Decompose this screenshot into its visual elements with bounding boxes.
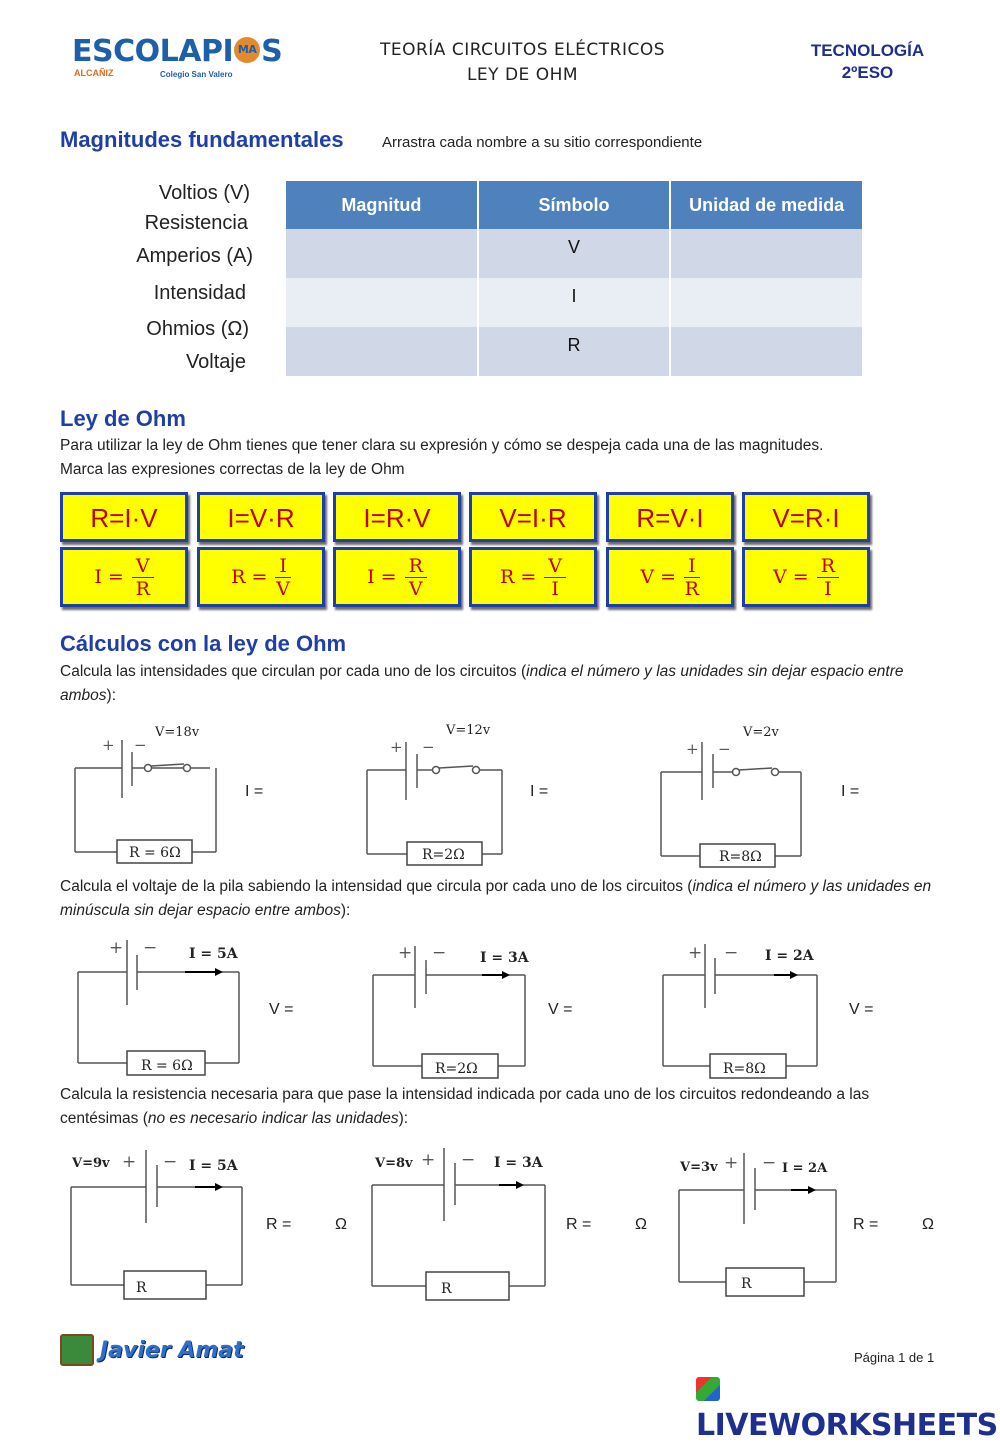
answer-unit: Ω xyxy=(335,1216,347,1233)
drop-cell-magnitud[interactable] xyxy=(286,327,478,376)
answer-label: V = xyxy=(269,1001,294,1018)
circuit-diagram xyxy=(370,938,545,1078)
drop-cell-magnitud[interactable] xyxy=(286,278,478,327)
resistor-label: R=2Ω xyxy=(435,1061,478,1077)
answer-label: R = xyxy=(566,1216,592,1233)
svg-text:−: − xyxy=(163,1152,178,1172)
resistor-label: R = 6Ω xyxy=(129,845,181,861)
current-label: I = 3A xyxy=(480,950,529,966)
circuit-diagram xyxy=(369,1143,549,1303)
svg-text:+: + xyxy=(398,943,413,963)
voltage-label: V=2v xyxy=(743,725,779,740)
drop-cell-magnitud[interactable] xyxy=(286,229,478,278)
author-logo-icon xyxy=(60,1334,94,1366)
table-header: Unidad de medida xyxy=(670,181,863,229)
paragraph: Calcula el voltaje de la pila sabiendo la intensidad que circula por cada uno de los circuitos (indica el número y las unidades en minúscula sin dejar espacio entre ambos): xyxy=(60,878,932,919)
circuit-diagram xyxy=(75,935,250,1075)
ohm-fraction-box[interactable]: R = $\frac{I}{V}$ xyxy=(197,547,325,607)
ohm-fraction-box[interactable]: V = $\frac{R}{I}$ xyxy=(742,547,870,607)
answer-label: V = xyxy=(849,1001,874,1018)
answer-label: R = xyxy=(853,1216,879,1233)
ohm-fraction-box[interactable]: R = $\frac{V}{I}$ xyxy=(469,547,597,607)
svg-text:−: − xyxy=(724,943,739,963)
resistor-label: R xyxy=(441,1281,452,1297)
logo-emblem-icon: ΜΑ xyxy=(234,37,260,63)
svg-text:−: − xyxy=(432,943,447,963)
svg-text:+: + xyxy=(122,1152,137,1172)
current-label: I = 2A xyxy=(782,1161,828,1176)
current-label: I = 2A xyxy=(765,948,814,964)
svg-text:−: − xyxy=(718,740,731,758)
drop-cell-unidad[interactable] xyxy=(670,229,863,278)
section-title-magnitudes: Magnitudes fundamentales xyxy=(60,127,344,152)
ohm-fraction-box[interactable]: I = $\frac{V}{R}$ xyxy=(60,547,188,607)
liveworksheets-logo-icon xyxy=(696,1377,720,1401)
resistor-label: R xyxy=(741,1276,752,1292)
svg-text:+: + xyxy=(724,1153,739,1173)
paragraph: Marca las expresiones correctas de la ley de Ohm xyxy=(60,461,405,478)
ohm-option-box[interactable]: I=R·V xyxy=(333,492,461,542)
svg-text:−: − xyxy=(762,1153,777,1173)
svg-text:+: + xyxy=(109,938,124,958)
liveworksheets-brand: LIVEWORKSHEETS xyxy=(696,1373,1000,1443)
voltage-label: V=12v xyxy=(446,723,491,738)
drop-cell-unidad[interactable] xyxy=(670,278,863,327)
section-instruction: Arrastra cada nombre a su sitio correspondiente xyxy=(382,134,703,151)
table-header: Magnitud xyxy=(286,181,478,229)
ohm-fraction-box[interactable]: I = $\frac{R}{V}$ xyxy=(333,547,461,607)
author-name: Javier Amat xyxy=(100,1338,244,1363)
page-number: Página 1 de 1 xyxy=(854,1350,935,1365)
ohm-option-box[interactable]: R=I·V xyxy=(60,492,188,542)
draggable-word[interactable]: Resistencia xyxy=(144,212,248,234)
circuit-diagram xyxy=(676,1148,856,1308)
resistor-label: R=8Ω xyxy=(719,849,762,865)
ohm-option-box[interactable]: R=V·I xyxy=(606,492,734,542)
answer-label: I = xyxy=(245,783,264,800)
svg-text:+: + xyxy=(421,1150,436,1170)
circuit-diagram xyxy=(362,718,522,868)
symbol-cell: V xyxy=(478,229,671,278)
current-label: I = 5A xyxy=(189,1158,238,1174)
symbol-cell: R xyxy=(478,327,671,376)
current-label: I = 3A xyxy=(494,1155,543,1171)
draggable-word[interactable]: Voltaje xyxy=(185,351,246,373)
svg-text:+: + xyxy=(686,740,699,758)
svg-text:−: − xyxy=(461,1150,476,1170)
current-label: I = 5A xyxy=(189,946,238,962)
svg-text:+: + xyxy=(390,738,403,756)
logo-school-name: Colegio San Valero xyxy=(160,70,233,79)
voltage-label: V=3v xyxy=(680,1160,718,1175)
draggable-word[interactable]: Ohmios (Ω) xyxy=(146,318,249,340)
table-row xyxy=(286,278,863,327)
voltage-label: V=9v xyxy=(72,1156,110,1171)
answer-label: I = xyxy=(841,783,860,800)
table-row xyxy=(286,327,863,376)
answer-label: R = xyxy=(266,1216,292,1233)
resistor-label: R = 6Ω xyxy=(141,1058,193,1074)
table-row xyxy=(286,229,863,278)
circuit-diagram xyxy=(660,938,835,1078)
table-header: Símbolo xyxy=(478,181,671,229)
svg-text:+: + xyxy=(688,943,703,963)
ohm-option-box[interactable]: V=R·I xyxy=(742,492,870,542)
drop-cell-unidad[interactable] xyxy=(670,327,863,376)
document-title: TEORÍA CIRCUITOS ELÉCTRICOS LEY DE OHM xyxy=(379,40,666,85)
draggable-word[interactable]: Intensidad xyxy=(153,282,246,304)
circuit-diagram xyxy=(68,1145,248,1305)
draggable-word[interactable]: Voltios (V) xyxy=(158,182,250,204)
answer-unit: Ω xyxy=(635,1216,647,1233)
section-title-ley-ohm: Ley de Ohm xyxy=(60,406,186,431)
ohm-option-box[interactable]: I=V·R xyxy=(197,492,325,542)
answer-label: I = xyxy=(530,783,549,800)
logo-location: ALCAÑIZ xyxy=(74,68,114,78)
paragraph: Para utilizar la ley de Ohm tienes que tener clara su expresión y cómo se despeja cada una de las magnitudes. xyxy=(60,437,824,454)
paragraph: Calcula las intensidades que circulan por cada uno de los circuitos (indica el número y las unidades sin dejar espacio entre ambos): xyxy=(60,663,904,704)
voltage-label: V=18v xyxy=(155,725,200,740)
resistor-label: R=8Ω xyxy=(723,1061,766,1077)
subject-course: TECNOLOGÍA 2ºESO xyxy=(810,41,925,82)
section-title-calculos: Cálculos con la ley de Ohm xyxy=(60,631,347,656)
ohm-fraction-box[interactable]: V = $\frac{I}{R}$ xyxy=(606,547,734,607)
resistor-label: R=2Ω xyxy=(422,847,465,863)
answer-label: V = xyxy=(548,1001,573,1018)
minus-sign: − xyxy=(134,736,147,754)
voltage-label: V=8v xyxy=(375,1156,413,1171)
circuit-diagram xyxy=(658,720,818,870)
svg-text:−: − xyxy=(422,738,435,756)
svg-text:−: − xyxy=(143,938,158,958)
circuit-diagram xyxy=(70,720,230,870)
magnitudes-table xyxy=(286,181,864,376)
resistor-label: R xyxy=(136,1280,147,1296)
plus-sign: + xyxy=(102,736,115,754)
draggable-word[interactable]: Amperios (A) xyxy=(136,245,253,267)
ohm-option-box[interactable]: V=I·R xyxy=(469,492,597,542)
answer-unit: Ω xyxy=(922,1216,934,1233)
paragraph: Calcula la resistencia necesaria para que pase la intensidad indicada por cada uno de los circuitos redondeando a las centésimas (no es necesario indicar las unidades): xyxy=(60,1086,870,1127)
symbol-cell: I xyxy=(478,278,671,327)
school-logo: ESCOLAPI ΜΑ S xyxy=(72,34,283,69)
